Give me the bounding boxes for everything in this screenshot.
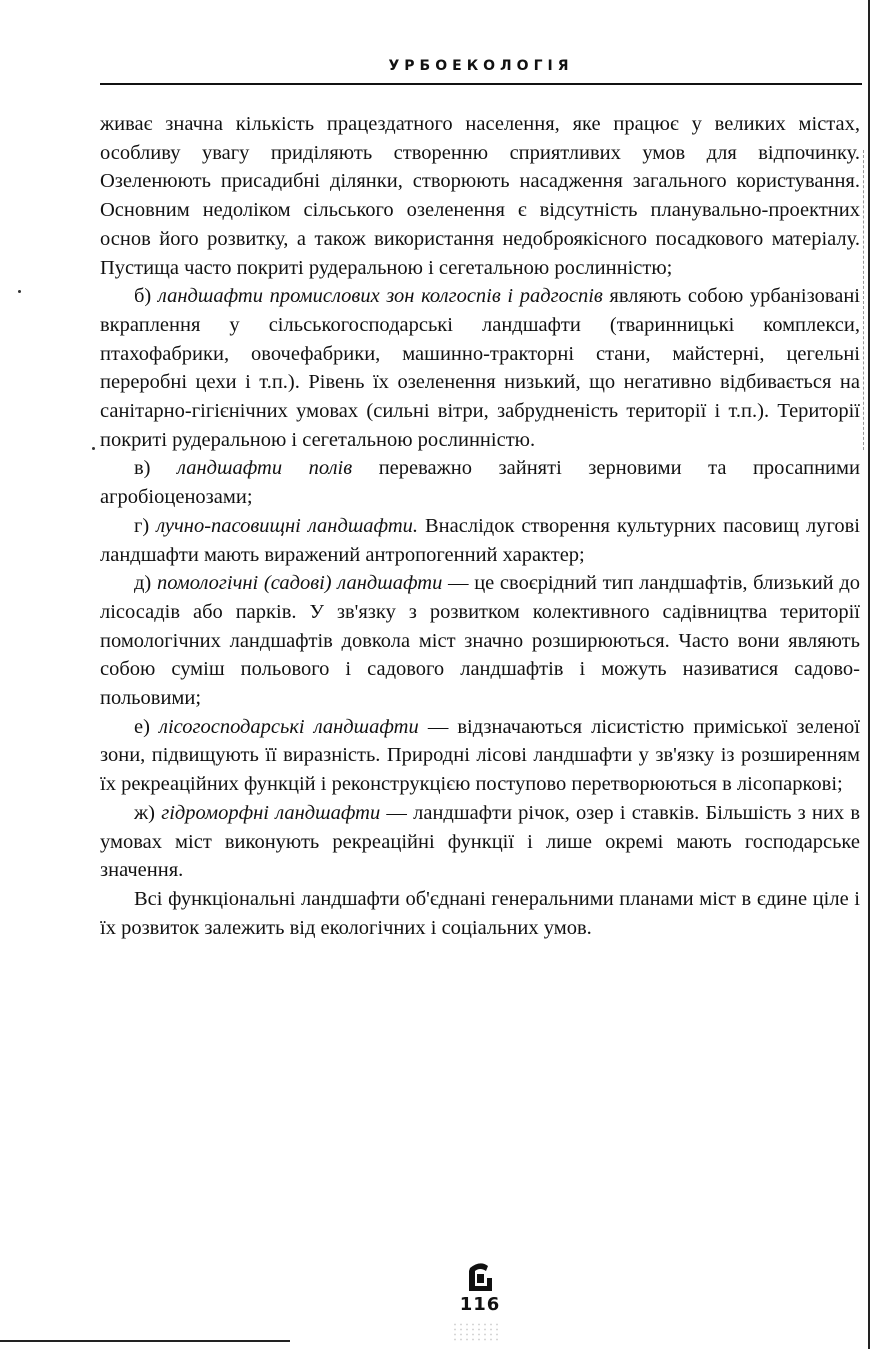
body-text <box>100 110 860 942</box>
scan-speck <box>92 447 95 450</box>
item-text: — це своєрідний тип ландшафтів, близький до лісосадів або парків. У зв'язку з розвитком колективного садівництва території помологічних ландшафтів довкола міст значно розширюються. Часто вони являють собою суміш польового і садового ландшафтів і можуть називатися садово-польовими; <box>100 572 860 710</box>
item-text: — відзначаються лісистістю приміської зеленої зони, підвищують її виразність. Природні лісові ландшафти у зв'язку із розширенням їх рекреаційних функцій і реконструкцією поступово перетворюються в лісопаркові; <box>100 715 860 796</box>
scan-speck <box>18 290 21 293</box>
item-text: переважно зайняті зерновими та просапними агробіоценозами; <box>100 457 860 509</box>
item-letter: е) <box>134 715 159 738</box>
running-header: УРБОЕКОЛОГІЯ <box>388 58 574 74</box>
list-item-b <box>100 282 860 454</box>
item-term: помологічні (садові) ландшафти <box>156 572 443 595</box>
scan-edge-artifact <box>863 150 864 450</box>
item-letter: д) <box>134 572 157 595</box>
item-text: Внаслідок створення культурних пасовищ лугові ландшафти мають виражений антропогенний характер; <box>100 514 860 566</box>
scan-noise <box>452 1322 502 1342</box>
publisher-logo-icon <box>466 1262 494 1292</box>
header-rule <box>100 83 862 85</box>
item-text: являють собою урбанізовані вкраплення у сільськогосподарські ландшафти (тваринницькі комплекси, птахофабрики, овочефабрики, машинно-тракторні стани, майстерні, цегельні переробні цехи і т.п.). Рівень їх озеленення низький, що негативно відбивається на санітарно-гігієнічних умовах (сильні вітри, забрудненість території і т.п.). Території покриті рудеральною і сегетальною рослинністю. <box>100 285 860 451</box>
bottom-rule <box>0 1340 290 1342</box>
list-item-d <box>100 569 860 713</box>
item-term: ландшафти промислових зон колгоспів і радгоспів <box>157 285 603 308</box>
item-text: — ландшафти річок, озер і ставків. Більшість з них в умовах міст виконують рекреаційні функції і лише окремі мають господарське значення. <box>100 801 860 882</box>
item-letter: в) <box>134 457 178 480</box>
item-term: ландшафти полів <box>177 457 353 480</box>
item-letter: б) <box>134 285 158 308</box>
list-item-v <box>100 454 860 511</box>
item-term: гідроморфні ландшафти <box>161 801 381 824</box>
item-letter: г) <box>134 514 157 537</box>
item-term: лісогосподарські ландшафти <box>159 715 419 738</box>
item-letter: ж) <box>134 801 162 824</box>
paragraph-continuation: живає значна кількість працездатного населення, яке працює у великих містах, особливу увагу приділяють створенню сприятливих умов для відпочинку. Озеленюють присадибні ділянки, створюють насадження загального користування. Основним недоліком сільського озеленення є відсутність планувально-проектних основ його розвитку, а також використання недоброякісного посадкового матеріалу. Пустища часто покриті рудеральною і сегетальною рослинністю; <box>100 113 860 279</box>
list-item-g <box>100 512 860 569</box>
page-right-edge <box>868 0 870 1349</box>
item-term: лучно-пасовищні ландшафти. <box>156 514 419 537</box>
list-item-zh <box>100 799 860 885</box>
paragraph-conclusion: Всі функціональні ландшафти об'єднані генеральними планами міст в єдине ціле і їх розвиток залежить від екологічних і соціальних умов. <box>100 887 860 939</box>
list-item-e <box>100 713 860 799</box>
page-number: 116 <box>459 1294 501 1315</box>
